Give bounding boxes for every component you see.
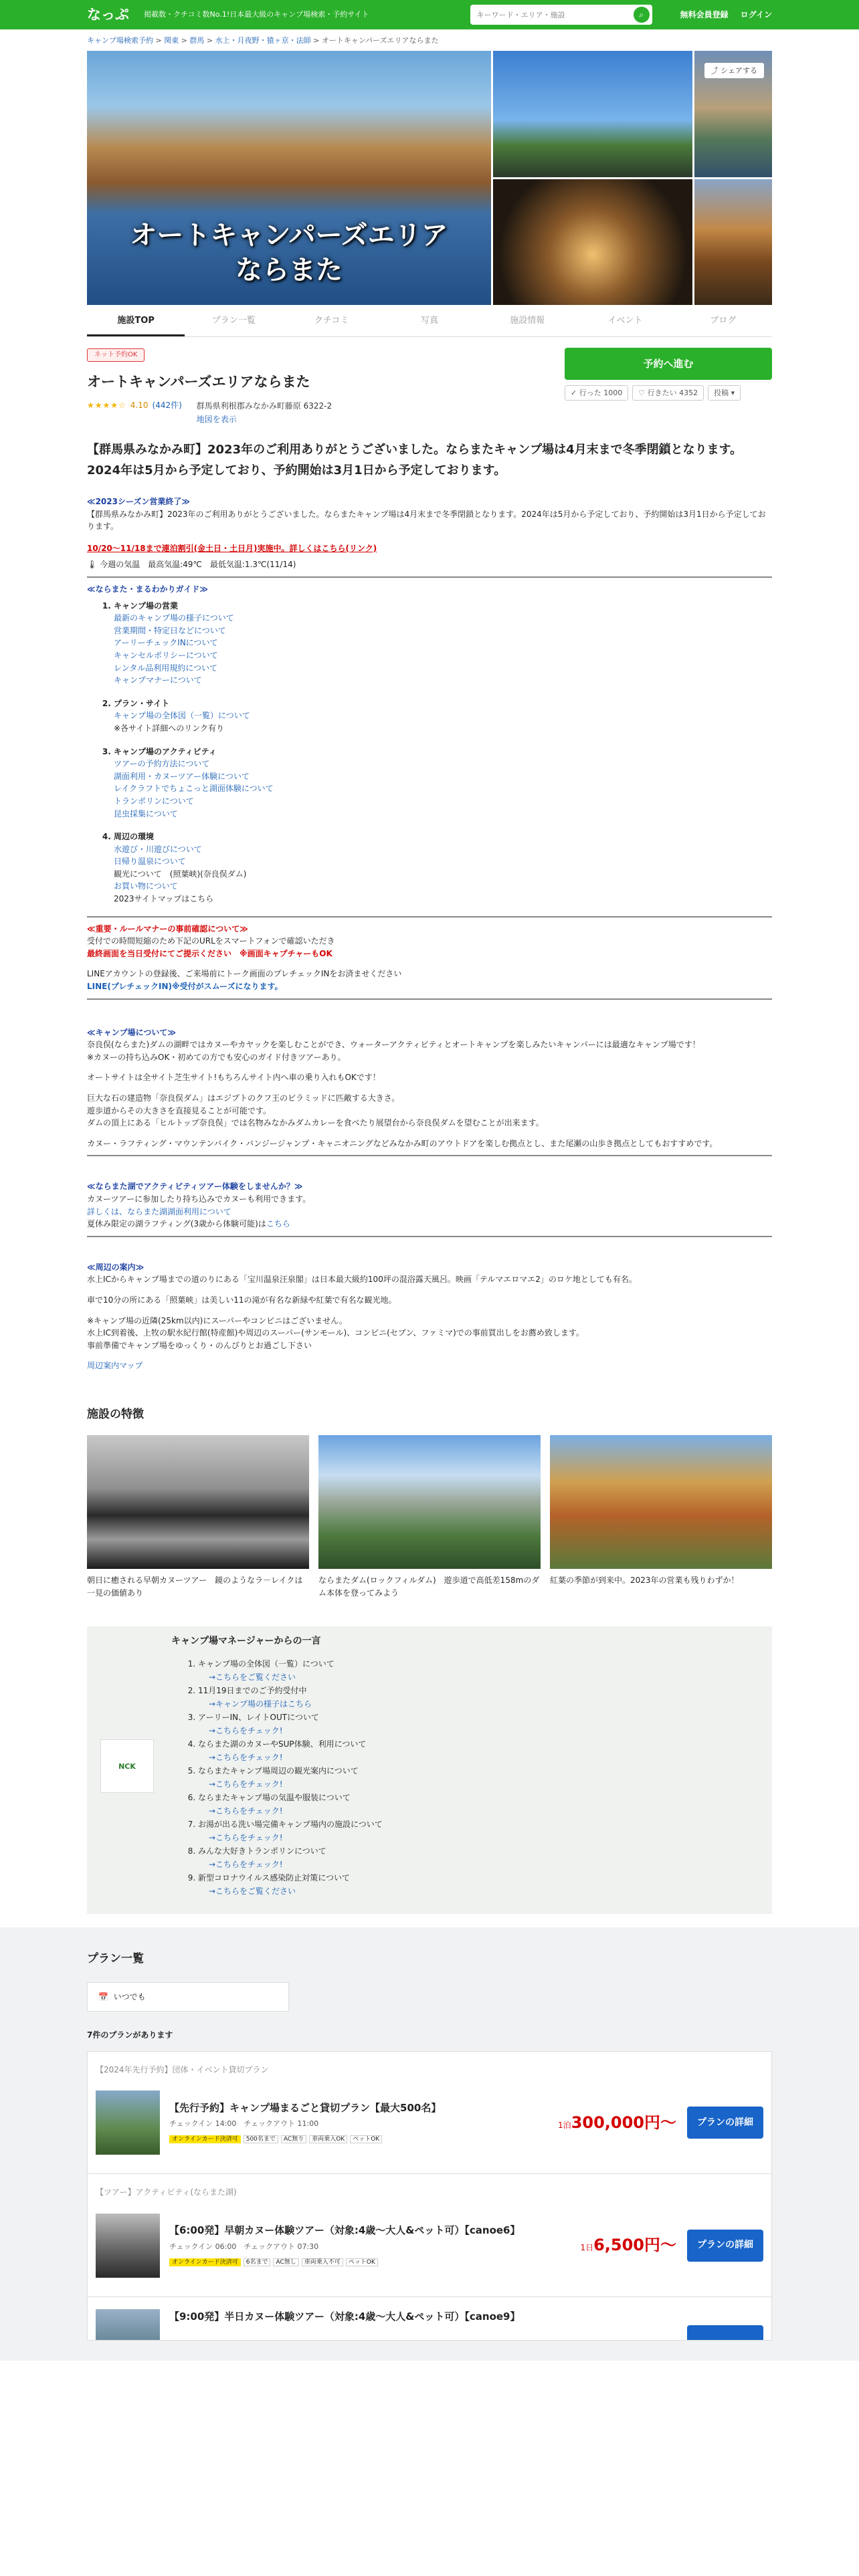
signup-link[interactable]: 無料会員登録 [680, 9, 729, 19]
feature-card [318, 1435, 541, 1600]
manager-link[interactable]: →こちらをチェック! [209, 1832, 283, 1842]
feature-caption: 紅葉の季節が到来中。2023年の営業も残りわずか！ [550, 1576, 739, 1586]
plan-time: チェックイン 14:00 チェックアウト 11:00 [169, 2119, 319, 2129]
photo-thumb[interactable] [694, 51, 772, 177]
date-selector[interactable]: 📅 いつでも [87, 1982, 289, 2012]
rules-text: LINEアカウントの登録後、ご来場前にトーク画面のプレチェックINをお済ませください [87, 969, 402, 979]
line-precheck-link[interactable]: LINE(プレチェックIN)※受付がスムーズになります。 [87, 982, 283, 992]
search-icon[interactable]: ⌕ [634, 7, 650, 23]
tab-reviews[interactable]: クチコミ [314, 316, 349, 326]
guide-link[interactable]: トランポリンについて [114, 796, 194, 806]
rating-score: 4.10 [130, 401, 149, 411]
features-title: 施設の特徴 [87, 1407, 144, 1421]
guide-link[interactable]: 日帰り温泉について [114, 857, 186, 867]
breadcrumb-item[interactable]: 水上・月夜野・猿ヶ京・法師 [215, 36, 311, 45]
plan-time: チェックイン 06:00 チェックアウト 07:30 [169, 2242, 319, 2251]
around-text: 水上ICからキャンプ場までの道のりにある「宝川温泉汪泉閣」は日本最大級約100坪の混浴露天風呂。映画「テルマエロマエ2」のロケ地としても有名。 [87, 1275, 637, 1285]
manager-title: キャンプ場マネージャーからの一言 [171, 1636, 321, 1647]
feature-caption: ならまたダム(ロックフィルダム) 遊歩道で高低差158mのダム本体を登ってみよう [318, 1576, 540, 1598]
activity-text: カヌーツアーに参加したり持ち込みでカヌーも利用できます。 [87, 1194, 311, 1204]
plan-count: 7件のプランがあります [87, 2030, 173, 2040]
tab-top[interactable]: 施設TOP [87, 305, 185, 336]
about-text: ※カヌーの持ち込みOK・初めての方でも安心のガイド付きツアーあり。 [87, 1052, 346, 1062]
tab-info[interactable]: 施設情報 [510, 316, 545, 326]
map-link[interactable]: 地図を表示 [196, 415, 237, 425]
lead-message: 【群馬県みなかみ町】2023年のご利用ありがとうございました。ならまたキャンプ場は4月末まで冬季閉鎖となります。2024年は5月から予定しており、予約開始は3月1日から予定しております。 [87, 443, 743, 478]
login-link[interactable]: ログイン [740, 9, 772, 19]
season-heading: ≪2023シーズン営業終了≫ [87, 497, 190, 507]
plan-category: 【ツアー】アクティビティ(ならまた湖) [96, 2187, 237, 2197]
photo-gallery [87, 51, 772, 305]
share-button[interactable]: ⤴ シェアする [704, 63, 764, 78]
tab-blog[interactable]: ブログ [710, 316, 737, 326]
around-text: ※キャンプ場の近隣(25km以内)にスーパーやコンビニはございません。 [87, 1315, 347, 1325]
plan-price: 1泊300,000円〜 [558, 2113, 676, 2132]
discount-link[interactable]: 10/20〜11/18まで連泊割引(金土日・土日月)実施中。詳しくはこちら(リンク) [87, 543, 377, 553]
feature-photo[interactable] [318, 1435, 541, 1569]
manager-link[interactable]: →こちらをチェック! [209, 1779, 283, 1789]
review-count-link[interactable]: (442件) [152, 401, 182, 411]
photo-thumb[interactable] [493, 179, 692, 306]
net-booking-badge: ネット予約OK [87, 348, 145, 362]
site-logo[interactable]: なっぷ [87, 6, 129, 23]
breadcrumb-item[interactable]: 関東 [164, 36, 179, 45]
around-text: 事前準備でキャンプ場をゆっくり・のんびりとお過ごし下さい [87, 1340, 312, 1350]
manager-link[interactable]: →キャンプ場の様子はこちら [209, 1699, 312, 1709]
tab-plans[interactable]: プラン一覧 [211, 316, 256, 326]
site-tagline: 掲載数・クチコミ数No.1!日本最大級のキャンプ場検索・予約サイト [144, 10, 369, 19]
guide-link[interactable]: キャンプマナーについて [114, 675, 202, 685]
manager-link[interactable]: →こちらをご覧ください [209, 1886, 296, 1896]
calendar-icon: 📅 [98, 1992, 108, 2002]
main-photo-title: オートキャンパーズエリア ならまた [130, 220, 448, 286]
about-text: 奈良俣(ならまた)ダムの湖畔ではカヌーやカヤックを楽しむことができ、ウォーターアクティビティとオートキャンプを楽しみたいキャンパーには最適なキャンプ場です！ [87, 1040, 700, 1050]
facility-summary [87, 337, 772, 426]
guide-link[interactable]: 湖面利用・カヌーツアー体験について [114, 771, 250, 781]
search-input[interactable] [477, 11, 634, 19]
guide-link[interactable]: キャンプ場の全体図（一覧）について [114, 711, 250, 721]
plan-detail-button[interactable]: プランの詳細 [687, 2107, 763, 2139]
guide-link[interactable]: 水遊び・川遊びについて [114, 844, 202, 854]
manager-link[interactable]: →こちらをチェック! [209, 1806, 283, 1816]
feature-photo[interactable] [550, 1435, 772, 1569]
about-text: ダムの頂上にある「ヒルトップ奈良俣」では名物みなかみダムカレーを食べたり展望台から奈良俣ダムを望むことが出来ます。 [87, 1118, 544, 1128]
plan-category: 【2024年先行予約】団体・イベント貸切プラン [96, 2064, 269, 2074]
features-section [87, 1406, 772, 1600]
manager-link[interactable]: →こちらをチェック! [209, 1752, 283, 1762]
guide-link[interactable]: キャンセルポリシーについて [114, 650, 218, 660]
guide-link[interactable]: レンタル品利用規約について [114, 663, 217, 673]
plan-detail-button[interactable] [687, 2325, 763, 2340]
plans-section [0, 1927, 859, 2361]
guide-note: ※各サイト詳細へのリンク有り [114, 723, 224, 733]
guide-link[interactable]: 営業期間・特定日などについて [114, 625, 226, 635]
about-text: 遊歩道からその大きさを直接見ることが可能です。 [87, 1105, 272, 1115]
feature-card [87, 1435, 309, 1600]
activity-text: 夏休み限定の湖ラフティング(3歳から体験可能)は [87, 1219, 266, 1229]
facility-tabs [87, 305, 772, 337]
guide-link[interactable]: レイクラフトでちょこっと湖面体験について [114, 784, 274, 794]
reserve-button[interactable]: 予約へ進む [565, 348, 772, 380]
breadcrumb-item[interactable]: キャンプ場検索予約 [87, 36, 153, 45]
plan-card: 【ツアー】アクティビティ(ならまた湖) 【6:00発】早朝カヌー体験ツアー（対象:4歳〜大人&ペット可）【canoe6】 チェックイン 06:00 チェックアウト 07:30 オンラインカード決済可 6名まで AC無し 車両乗入不可 ペットOK 1日6,500円〜 プランの詳細 [87, 2174, 772, 2297]
rafting-link[interactable]: こちら [266, 1219, 290, 1229]
went-button[interactable]: ✓ 行った 1000 [565, 385, 628, 401]
plan-price: 1日6,500円〜 [580, 2236, 676, 2255]
guide-link[interactable]: 最新のキャンプ場の様子について [114, 613, 234, 623]
plan-photo[interactable] [96, 2090, 160, 2155]
guide-link[interactable]: 昆虫採集について [114, 809, 178, 819]
plan-name[interactable]: 【先行予約】キャンプ場まるごと貸切プラン【最大500名】 [169, 2101, 442, 2114]
facility-name: オートキャンパーズエリアならまた [87, 373, 310, 390]
feature-caption: 朝日に癒される早朝カヌーツアー 鏡のようなラ－レイクは一見の価値あり [87, 1576, 303, 1598]
about-text: オートサイトは全サイト芝生サイト!もちろんサイト内へ車の乗り入れもOKです！ [87, 1073, 381, 1083]
facility-address: 群馬県利根郡みなかみ町藤原 6322-2 [196, 401, 332, 411]
tab-events[interactable]: イベント [607, 316, 643, 326]
weather-text: 今週の気温 最高気温:49℃ 最低気温:1.3℃(11/14) [100, 560, 296, 570]
search-box[interactable] [470, 5, 652, 25]
around-text: 車で10分の所にある「照葉峡」は美しい11の滝が有名な新緑や紅葉で有名な観光地。 [87, 1295, 397, 1305]
activity-heading: ≪ならまた湖でアクティビティツアー体験をしませんか？≫ [87, 1182, 303, 1192]
manager-link[interactable]: →こちらをチェック! [209, 1725, 283, 1735]
plan-card: 【2024年先行予約】団体・イベント貸切プラン 【先行予約】キャンプ場まるごと貸切プラン【最大500名】 チェックイン 14:00 チェックアウト 11:00 オンラインカード決済可 500名まで AC無り 車両乗入OK ペットOK 1泊300,000円〜 プランの詳細 [87, 2051, 772, 2175]
plans-title: プラン一覧 [87, 1951, 144, 1965]
rules-heading: ≪重要・ルールマナーの事前確認について≫ [87, 924, 248, 934]
about-heading: ≪キャンプ場について≫ [87, 1027, 176, 1037]
breadcrumb-current: オートキャンパーズエリアならまた [321, 36, 439, 45]
plan-photo[interactable] [96, 2214, 160, 2278]
about-text: カヌー・ラフティング・マウンテンバイク・バンジージャンプ・キャニオニングなどみなかみ町のアウトドアを楽しむ拠点とし、また尾瀬の山歩き拠点としてもおすすめです。 [87, 1138, 718, 1148]
plan-name[interactable]: 【9:00発】半日カヌー体験ツアー（対象:4歳〜大人&ペット可）【canoe9】 [169, 2311, 520, 2323]
want-button[interactable]: ♡ 行きたい 4352 [632, 385, 704, 401]
manager-logo: NCK [100, 1739, 154, 1793]
plan-photo[interactable] [96, 2309, 160, 2340]
photo-thumb[interactable] [694, 179, 772, 306]
around-heading: ≪周辺の案内≫ [87, 1262, 145, 1272]
site-header [0, 0, 859, 29]
about-text: 巨大な石の建造物「奈良俣ダム」はエジプトのクフ王のピラミッドに匹敵する大きさ。 [87, 1093, 400, 1103]
area-map-link[interactable]: 周辺案内マップ [87, 1361, 143, 1371]
guide-link[interactable]: お買い物について [114, 881, 178, 891]
guide-list: 1. キャンプ場の営業 最新のキャンプ場の様子について 営業期間・特定日などについて アーリーチェックINについて キャンセルポリシーについて レンタル品利用規約について キャンプマナーについて 2. プラン・サイト キャンプ場の全体図（一覧）について ※各サイト詳細へのリンク有り 3. キャンプ場のアクティビティ ツアーの予約方法について 湖面利用・カヌーツアー体験について レイクラフトでちょこっと湖面体験について トランポリンについて 昆虫採集について 4. 周辺の環境 水遊び・川遊びについて 日帰り温泉について 観光について (照葉峡)(奈良俣ダム) お買い物について 2023サイトマップはこちら [114, 600, 772, 905]
manager-link[interactable]: →こちらをチェック! [209, 1859, 283, 1869]
plan-name[interactable]: 【6:00発】早朝カヌー体験ツアー（対象:4歳〜大人&ペット可）【canoe6】 [169, 2224, 520, 2237]
rating-stars: ★★★★☆ [87, 401, 126, 411]
manager-link[interactable]: →こちらをご覧ください [209, 1672, 296, 1682]
around-text: 水上IC到着後、上牧の駅水紀行館(特産館)や周辺のスーパー(サンモール)、コンビニ(セブン、ファミマ)での事前買出しをお薦め致します。 [87, 1328, 584, 1338]
breadcrumb-item[interactable]: 群馬 [189, 36, 205, 45]
guide-link[interactable]: 観光について (照葉峡)(奈良俣ダム) [114, 869, 247, 879]
guide-link[interactable]: 2023サイトマップはこちら [114, 894, 214, 904]
photo-thumb[interactable] [493, 51, 692, 177]
tab-photos[interactable]: 写真 [420, 316, 438, 326]
manager-message: NCK キャンプ場マネージャーからの一言 1. キャンプ場の全体図（一覧）について →こちらをご覧ください 2. 11月19日までのご予約受付中 →キャンプ場の様子はこちら 3. アーリーIN、レイトOUTについて →こちらをチェック! 4. ならまた湖のカヌーやSUP体験、利用について →こちらをチェック! 5. ならまたキャンプ場周辺の観光案内について →こちらをチェック! 6. ならまたキャンプ場の気温や服装について →こちらをチェック! 7. お湯が出る洗い場完備キャンプ場内の施設について →こちらをチェック! 8. みんな大好きトランポリンについて →こちらをチェック! 9. 新型コロナウイルス感染防止対策について →こちらをご覧ください [87, 1626, 772, 1914]
guide-link[interactable]: ツアーの予約方法について [114, 759, 210, 769]
guide-link[interactable]: アーリーチェックINについて [114, 638, 218, 648]
main-photo[interactable] [87, 51, 491, 305]
post-button[interactable]: 投稿 ▾ [708, 385, 741, 401]
season-text: 【群馬県みなかみ町】2023年のご利用ありがとうございました。ならまたキャンプ場は4月末まで冬季閉鎖となります。2024年は5月から予定しており、予約開始は3月1日から予定しております。 [87, 509, 766, 532]
activity-link[interactable]: 詳しくは、ならまた湖湖面利用について [87, 1206, 231, 1216]
feature-photo[interactable] [87, 1435, 309, 1569]
rules-text: 受付での時間短縮のため下記のURLをスマートフォンで確認いただき [87, 936, 335, 946]
breadcrumb: キャンプ場検索予約 > 関東 > 群馬 > 水上・月夜野・猿ヶ京・法師 > オートキャンパーズエリアならまた [87, 36, 439, 45]
plan-card [87, 2297, 772, 2341]
feature-card [550, 1435, 772, 1600]
guide-heading: ≪ならまた・まるわかりガイド≫ [87, 584, 208, 595]
rules-link[interactable]: 最終画面を当日受付にてご提示ください ※画面キャプチャーもOK [87, 948, 332, 958]
facility-description: ≪2023シーズン営業終了≫ 【群馬県みなかみ町】2023年のご利用ありがとうございました。ならまたキャンプ場は4月末まで冬季閉鎖となります。2024年は5月から予定しており、予約開始は3月1日から予定しております。 10/20〜11/18まで連泊割引(金土日・土日月)実施中。詳しくはこちら(リンク) 🌡 今週の気温 最高気温:49℃ 最低気温:1.3℃(11/14) ≪ならまた・まるわかりガイド≫ 1. キャンプ場の営業 最新のキャンプ場の様子について 営業期間・特定日などについて アーリーチェックINについて キャンセルポリシーについて レンタル品利用規約について キャンプマナーについて 2. プラン・サイト キャンプ場の全体図（一覧）について ※各サイト詳細へのリンク有り 3. キャンプ場のアクティビティ ツアーの予約方法について 湖面利用・カヌーツアー体験について レイクラフトでちょこっと湖面体験について トランポリンについて 昆虫採集について 4. 周辺の環境 水遊び・川遊びについて 日帰り温泉について 観光について (照葉峡)(奈良俣ダム) お買い物について 2023サイトマップはこちら ≪重要・ルールマナーの事前確認について≫ 受付での時間短縮のため下記のURLをスマートフォンで確認いただき 最終画面を当日受付にてご提示ください ※画面キャプチャーもOK LINEアカウントの登録後、ご来場前にトーク画面のプレチェックINをお済ませください LINE(プレチェックIN)※受付がスムーズになります。 ≪キャンプ場について≫ 奈良俣(ならまた)ダムの湖畔ではカヌーやカヤックを楽しむことができ、ウォーターアクティビティとオートキャンプを楽しみたいキャンパーには最適なキャンプ場です！ ※カヌーの持ち込みOK・初めての方でも安心のガイド付きツアーあり。 オートサイトは全サイト芝生サイト!もちろんサイト内へ車の乗り入れもOKです！ 巨大な石の建造物「奈良俣ダム」はエジプトのクフ王のピラミッドに匹敵する大きさ。 遊歩道からその大きさを直接見ることが可能です。 ダムの頂上にある「ヒルトップ奈良俣」では名物みなかみダムカレーを食べたり展望台から奈良俣ダムを望むことが出来ます。 カヌー・ラフティング・マウンテンバイク・バンジージャンプ・キャニオニングなどみなかみ町のアウトドアを楽しむ拠点とし、また尾瀬の山歩き拠点としてもおすすめです。 ≪ならまた湖でアクティビティツアー体験をしませんか？≫ カヌーツアーに参加したり持ち込みでカヌーも利用できます。 詳しくは、ならまた湖湖面利用について 夏休み限定の湖ラフティング(3歳から体験可能)はこちら ≪周辺の案内≫ 水上ICからキャンプ場までの道のりにある「宝川温泉汪泉閣」は日本最大級約100坪の混浴露天風呂。映画「テルマエロマエ2」のロケ地としても有名。 車で10分の所にある「照葉峡」は美しい11の滝が有名な新緑や紅葉で有名な観光地。 ※キャンプ場の近隣(25km以内)にスーパーやコンビニはございません。 水上IC到着後、上牧の駅水紀行館(特産館)や周辺のスーパー(サンモール)、コンビニ(セブン、ファミマ)での事前買出しをお薦め致します。 事前準備でキャンプ場をゆっくり・のんびりとお過ごし下さい 周辺案内マップ [87, 496, 772, 1372]
plan-detail-button[interactable]: プランの詳細 [687, 2230, 763, 2262]
